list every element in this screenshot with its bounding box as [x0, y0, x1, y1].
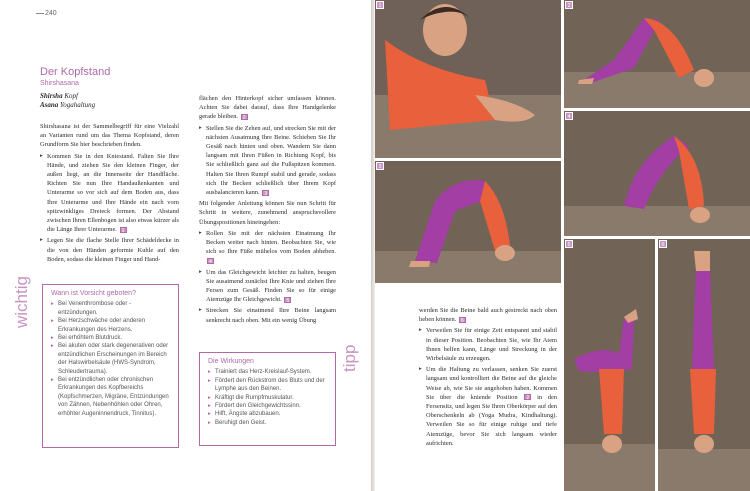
photo-badge: 2	[565, 1, 573, 9]
continued-paragraph: flächen den Hinterkopf sicher umfassen können. Achten Sie dabei darauf, dass Ihre Handgelenke gerade bleiben. 2	[199, 95, 336, 121]
step-badge: 4	[207, 258, 214, 264]
step-badge: 5	[284, 297, 291, 303]
page-number: 240	[36, 10, 57, 17]
tip-side-label: tipp	[340, 344, 359, 372]
warning-box	[42, 284, 179, 448]
warning-item: ▸ Bei entzündlichen oder chronischen Erkrankungen des Kopfbereichs (Kopfschmerzen, Migräne, Entzündungen von Zähnen, Nebenhöhlen oder Ohren, erhöhter Augeninnendruck, Tinnitus).	[51, 376, 170, 418]
page-subtitle: Shirshasana	[40, 80, 79, 87]
step-paragraph: ▸ Strecken Sie einatmend Ihre Beine langsam senkrecht nach oben. Mit ein wenig Übung	[199, 306, 336, 324]
photo-badge: 4	[565, 112, 573, 120]
effects-box-title: Die Wirkungen	[208, 358, 254, 365]
head	[694, 69, 714, 87]
pose-photo-1	[375, 0, 561, 158]
head	[495, 245, 515, 261]
warning-item: ▸ Bei akuten oder stark degenerativen oder entzündlichen Erscheinungen im Bereich der Halswirbelsäule (HWS-Syndrom, Schleudertrauma).	[51, 342, 170, 376]
photo-badge: 3	[376, 162, 384, 170]
step-badge: 2	[524, 394, 531, 400]
floor	[375, 251, 561, 283]
pose-illustration	[658, 239, 750, 491]
floor	[564, 206, 750, 236]
torso	[690, 369, 716, 434]
effects-box	[199, 352, 336, 446]
step-badge: 6	[459, 317, 466, 323]
effect-item: ▸ Beruhigt den Geist.	[208, 419, 327, 427]
pose-photo-2	[564, 0, 750, 108]
sanskrit-term-2: Asana Yogahaltung	[40, 101, 96, 109]
pose-photo-6	[658, 239, 750, 491]
effect-item: ▸ Fördert den Gleichgewichtssinn.	[208, 402, 327, 410]
step-badge: 1	[120, 227, 127, 233]
warning-item: ▸ Bei Herzschwäche oder anderen Erkrankungen des Herzens.	[51, 317, 170, 334]
photo-badge: 6	[659, 240, 667, 248]
pose-illustration	[564, 0, 750, 108]
pose-illustration	[564, 239, 655, 491]
effect-item: ▸ Kräftigt die Rumpfmuskulatur.	[208, 394, 327, 402]
pose-illustration	[375, 0, 561, 158]
step-paragraph: ▸ Rollen Sie mit der nächsten Einatmung Ihr Becken weiter nach hinten. Beobachten Sie, wie sich so Ihre Füße mühelos vom Boden abheben. 4	[199, 229, 336, 266]
right-text-column	[419, 306, 557, 450]
step-paragraph: ▸ Legen Sie die flache Stelle Ihrer Schädeldecke in die von den Händen geformte Kuhle auf den Boden, sodass die kleinen Finger und Hand-	[40, 236, 179, 264]
effect-item: ▸ Fördert den Rückstrom des Bluts und der Lymphe aus den Beinen.	[208, 377, 327, 394]
head	[602, 435, 622, 453]
photo-badge: 5	[565, 240, 573, 248]
feet	[694, 251, 710, 271]
pose-photo-4	[564, 111, 750, 236]
effect-item: ▸ Trainiert das Herz-Kreislauf-System.	[208, 368, 327, 376]
step-badge: 2	[241, 114, 248, 120]
floor	[658, 449, 750, 491]
step-paragraph: ▸ Um die Haltung zu verlassen, senken Sie zuerst langsam und kontrolliert die Beine auf die gleiche Weise ab, wie Sie sie angehoben haben. Kommen Sie über die kniende Position 2 in den Fersensitz, und legen Sie Ihren Oberkörper auf den Oberschenkeln ab (Yoga Mudra, Kindhaltung). Verweilen Sie so für einige ruhige und tiefe Atemzüge, bevor Sie sich langsam wieder aufrichten.	[419, 365, 557, 448]
step-paragraph: ▸ Verweilen Sie für einige Zeit entspannt und stabil in dieser Position. Beobachten Sie, wie Ihr Atem Ihnen helfen kann, Länge und Streckung in der Wirbelsäule zu erzeugen.	[419, 326, 557, 363]
text-column-2	[199, 94, 336, 327]
pose-photo-5	[564, 239, 655, 491]
continued-paragraph: werden Sie die Beine bald auch gestreckt nach oben heben können. 6	[419, 307, 557, 324]
step-badge: 3	[262, 190, 269, 196]
mid-paragraph: Mit folgender Anleitung können Sie nun Schritt für Schritt in weitere, zunehmend anspruchsvollere Übungspositionen hineingehen:	[199, 200, 336, 226]
effect-item: ▸ Hilft, Ängste abzubauen.	[208, 410, 327, 418]
pose-illustration	[564, 111, 750, 236]
pose-photo-3	[375, 161, 561, 283]
warning-item: ▸ Bei erhöhtem Blutdruck.	[51, 334, 170, 342]
head	[690, 207, 710, 223]
foot	[409, 261, 430, 267]
text-column-1	[40, 122, 179, 266]
sanskrit-term-1: Shirsha Kopf	[40, 92, 78, 100]
intro-paragraph: Shirshasana ist der Sammelbegriff für eine Vielzahl an Varianten rund um das Thema Kopfstand, deren Grundform Sie hier beschrieben finden.	[40, 123, 179, 149]
warning-box-title: Wann ist Vorsicht geboten?	[51, 290, 136, 297]
right-page	[375, 0, 750, 491]
step-paragraph: ▸ Stellen Sie die Zehen auf, und strecken Sie mit der nächsten Ausatmung Ihre Beine. Schieben Sie Ihr Gesäß nach hinten und oben. Wandern Sie dann langsam mit Ihren Füßen in Richtung Kopf, bis Sie schließlich ganz auf die Fußspitzen kommen. Halten Sie Ihren Rumpf stabil und gerade, sodass sich Ihr Becken schließlich über Ihrem Kopf ausbalancieren kann. 3	[199, 124, 336, 198]
warning-item: ▸ Bei Venenthrombose oder -entzündungen.	[51, 300, 170, 317]
step-paragraph: ▸ Kommen Sie in den Kniestand. Falten Sie Ihre Hände, und ziehen Sie den kleinen Finger, der außen liegt, an die Innenseite der Handfläche. Richten Sie nun Ihre Handaußenkanten und Unterarme so vor sich auf dem Boden aus, dass Ihre Unterarme und Ihre Hände ein nach vorn spitzwinkliges Dreieck formen. Der Abstand zwischen Ihren Ellenbogen ist also etwas kürzer als die Länge Ihrer Unterarme. 1	[40, 152, 179, 235]
warning-side-label: wichtig	[12, 276, 31, 328]
head	[694, 435, 714, 453]
left-page	[0, 0, 371, 491]
photo-badge: 1	[376, 1, 384, 9]
step-paragraph: ▸ Um das Gleichgewicht leichter zu halten, beugen Sie ausatmend zunächst Ihre Knie und ziehen Ihre Fersen zum Gesäß. Finden Sie so für einige Atemzüge Ihr Gleichgewicht. 5	[199, 268, 336, 305]
page-title: Der Kopfstand	[40, 66, 111, 78]
pose-illustration	[375, 161, 561, 283]
